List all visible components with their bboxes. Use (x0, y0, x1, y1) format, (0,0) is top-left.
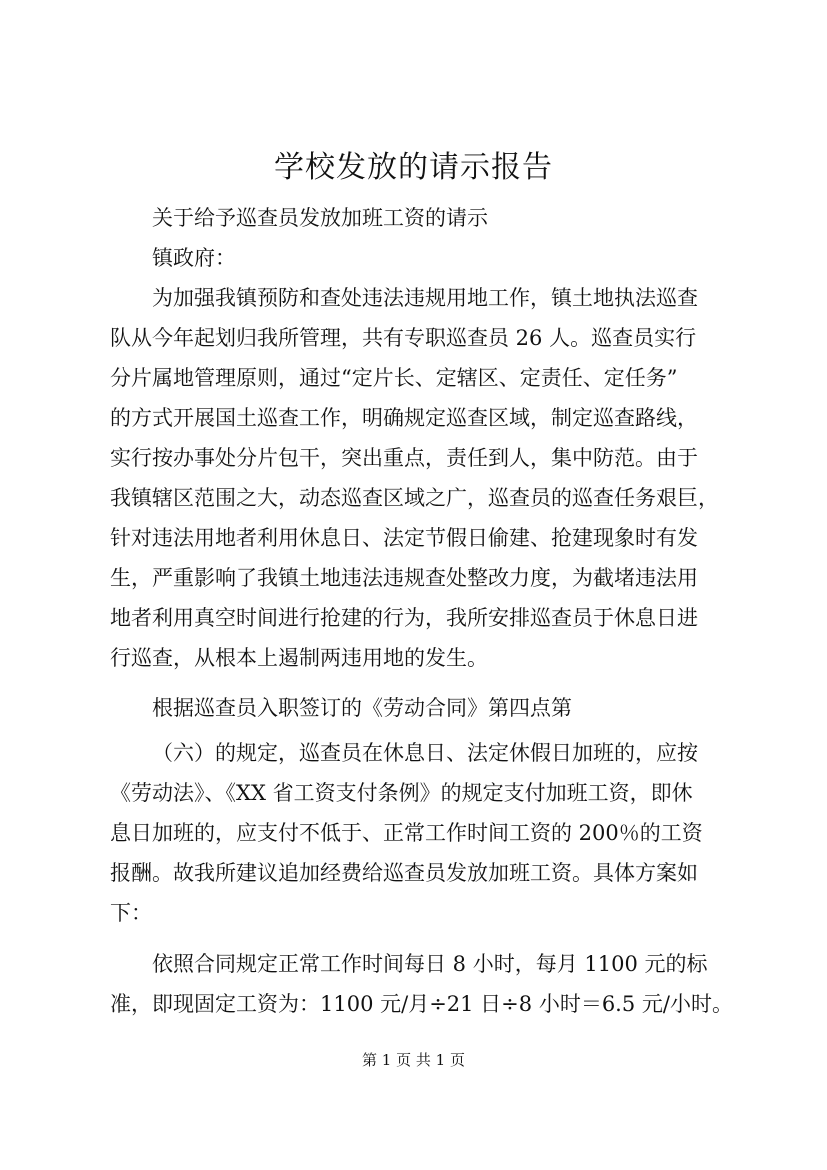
addressee-line: 镇政府： (152, 246, 236, 270)
request-subject: 关于给予巡查员发放加班工资的请示 (152, 206, 488, 230)
paragraph-line: 为加强我镇预防和查处违法违规用地工作，镇土地执法巡查 (152, 286, 698, 310)
paragraph-line: （六）的规定，巡查员在休息日、法定休假日加班的，应按 (152, 741, 698, 765)
paragraph-line: 实行按办事处分片包干，突出重点，责任到人，集中防范。由于 (110, 446, 698, 470)
paragraph-line: 地者利用真空时间进行抢建的行为，我所安排巡查员于休息日进 (110, 606, 698, 630)
paragraph-line: 息日加班的，应支付不低于、正常工作时间工资的 200％的工资 (110, 821, 703, 845)
paragraph-line: 根据巡查员入职签订的《劳动合同》第四点第 (152, 696, 572, 720)
paragraph-line: 报酬。故我所建议追加经费给巡查员发放加班工资。具体方案如 (110, 861, 698, 885)
paragraph-line: 生，严重影响了我镇土地违法违规查处整改力度，为截堵违法用 (110, 566, 698, 590)
paragraph-line: 针对违法用地者利用休息日、法定节假日偷建、抢建现象时有发 (110, 526, 698, 550)
paragraph-line: 队从今年起划归我所管理，共有专职巡查员 26 人。巡查员实行 (110, 326, 697, 350)
paragraph-line: 依照合同规定正常工作时间每日 8 小时，每月 1100 元的标 (152, 952, 708, 976)
paragraph-line: 下： (110, 901, 152, 925)
page-title: 学校发放的请示报告 (274, 150, 553, 185)
paragraph-line: 行巡查，从根本上遏制两违用地的发生。 (110, 646, 488, 670)
paragraph-line: 准，即现固定工资为：1100 元/月÷21 日÷8 小时＝6.5 元/小时。 (110, 992, 733, 1016)
page-number: 第 1 页 共 1 页 (362, 1051, 465, 1069)
paragraph-line: 分片属地管理原则，通过“定片长、定辖区、定责任、定任务” (110, 366, 678, 390)
paragraph-line: 的方式开展国土巡查工作，明确规定巡查区域，制定巡查路线， (110, 406, 698, 430)
paragraph-line: 《劳动法》、《XX 省工资支付条例》的规定支付加班工资，即休 (110, 781, 693, 805)
paragraph-line: 我镇辖区范围之大，动态巡查区域之广，巡查员的巡查任务艰巨， (110, 486, 719, 510)
